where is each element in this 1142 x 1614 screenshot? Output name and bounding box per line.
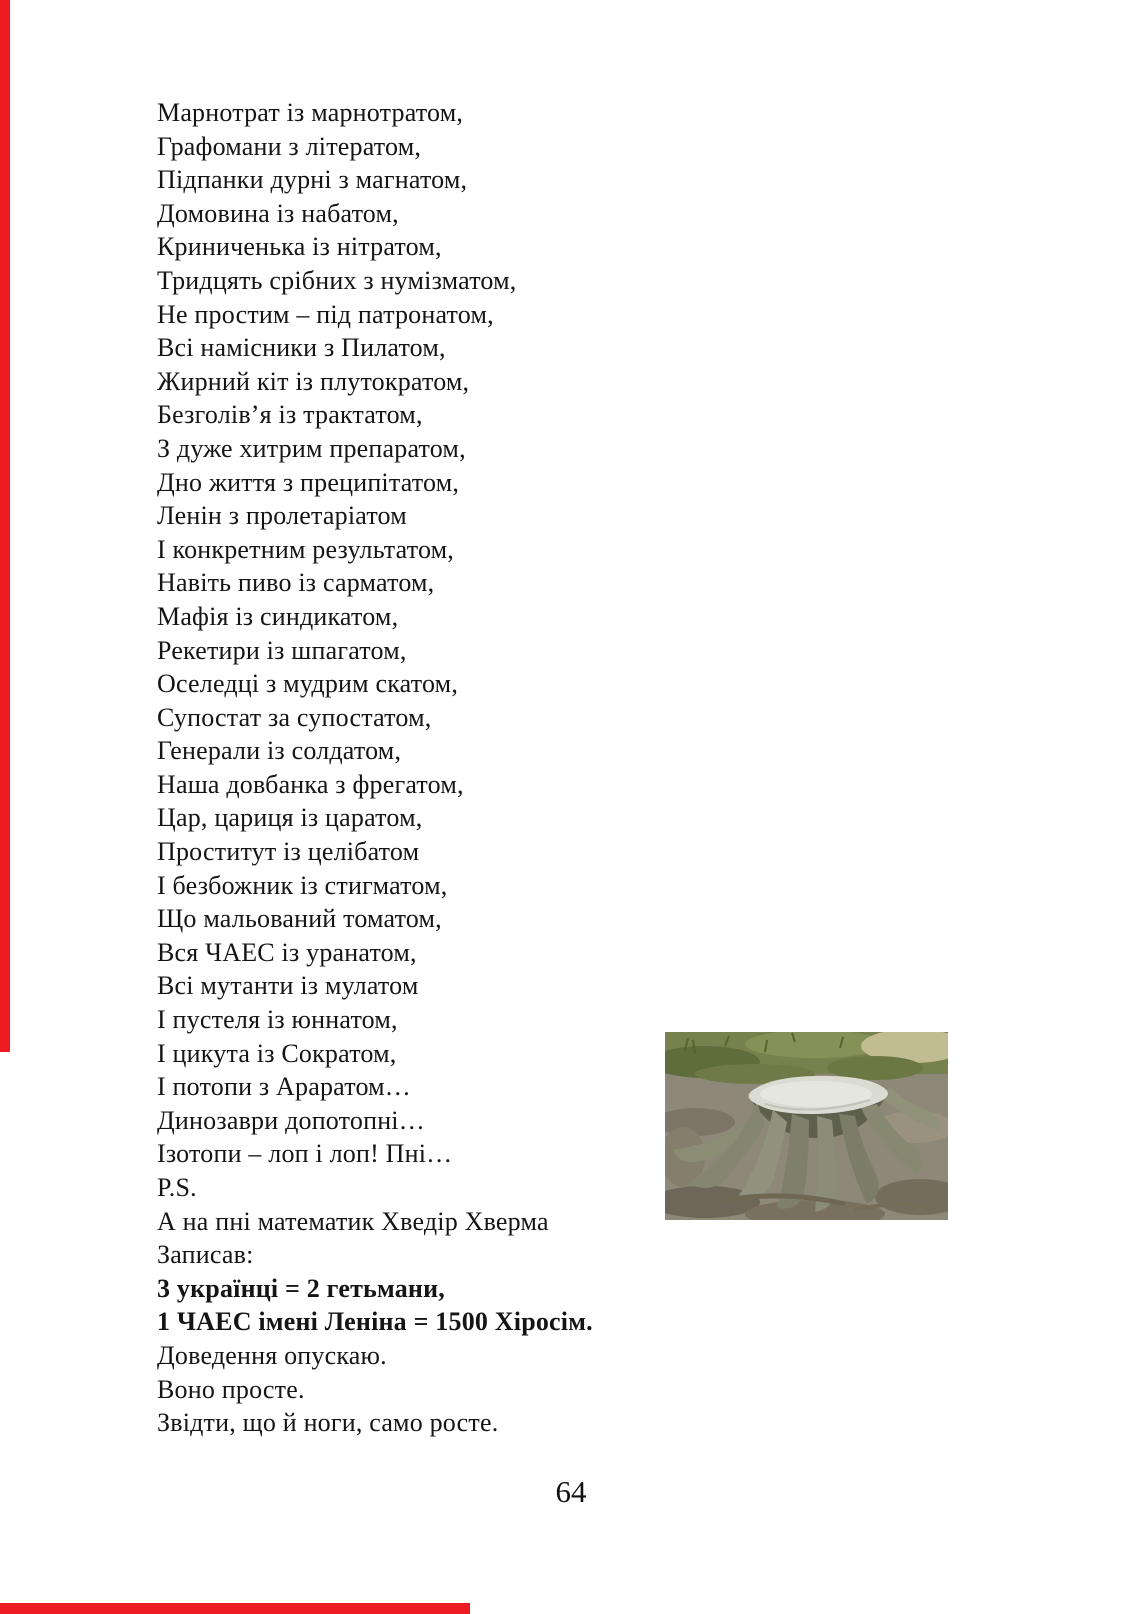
page-edge-strip-left	[0, 0, 10, 1052]
poem-line: Підпанки дурні з магнатом,	[157, 165, 468, 195]
poem-line: Ізотопи – лоп і лоп! Пні…	[157, 1139, 453, 1169]
poem-line: P.S.	[157, 1173, 197, 1202]
poem-line: Оселедці з мудрим скатом,	[157, 669, 459, 699]
poem-line: І пустеля із юннатом,	[157, 1005, 398, 1035]
poem-line: Що мальований томатом,	[157, 904, 442, 934]
page-number: 64	[555, 1474, 587, 1509]
poem-line: Мафія із синдикатом,	[157, 601, 399, 631]
poem-line: І потопи з Араратом…	[157, 1072, 412, 1102]
poem-line: З дуже хитрим препаратом,	[157, 433, 466, 463]
poem-line: А на пні математик Хведір Хверма	[157, 1206, 549, 1236]
poem-line: Тридцять срібних з нумізматом,	[157, 265, 517, 295]
poem-line: Графомани з літератом,	[157, 131, 422, 161]
poem-line: Марнотрат із марнотратом,	[157, 98, 464, 127]
poem-line: Безголів’я із трактатом,	[157, 400, 423, 430]
poem-line: Воно просте.	[157, 1374, 305, 1404]
poem-line: Дно життя з преципітатом,	[157, 467, 460, 497]
poem-line: І безбожник із стигматом,	[157, 870, 448, 900]
poem-line: Криниченька із нітратом,	[157, 232, 442, 262]
poem-line: Цар, цариця із царатом,	[157, 803, 423, 833]
poem-line: Записав:	[157, 1240, 254, 1270]
poem-line: Динозаври допотопні…	[157, 1105, 425, 1135]
poem-line: Домовина із набатом,	[157, 198, 399, 228]
poem-line: Доведення опускаю.	[157, 1340, 387, 1370]
poem-line: Навіть пиво із сарматом,	[157, 568, 435, 598]
poem-line: Наша довбанка з фрегатом,	[157, 769, 464, 799]
poem-line: 3 українці = 2 гетьмани,	[157, 1273, 445, 1303]
tree-stump-illustration	[665, 1032, 948, 1220]
poem-line: Всі намісники з Пилатом,	[157, 333, 446, 363]
poem-line: Супостат за супостатом,	[157, 702, 432, 732]
poem-line: Жирний кіт із плутократом,	[157, 366, 470, 396]
poem-line: Рекетири із шпагатом,	[157, 635, 407, 665]
poem-line: Всі мутанти із мулатом	[157, 971, 419, 1001]
poem-line: Вся ЧАЕС із уранатом,	[157, 937, 417, 967]
poem-line: І конкретним результатом,	[157, 534, 455, 564]
poem-text	[157, 96, 593, 1440]
poem-line: 1 ЧАЕС імені Леніна = 1500 Хіросім.	[157, 1307, 593, 1337]
page-edge-strip-bottom	[0, 1603, 470, 1614]
tree-stump-photo	[665, 1032, 948, 1220]
poem-line: І цикута із Сократом,	[157, 1038, 397, 1068]
poem-line: Ленін з пролетаріатом	[157, 501, 407, 531]
poem-line: Проститут із целібатом	[157, 837, 420, 867]
poem-line: Не простим – під патронатом,	[157, 299, 494, 329]
poem-line: Звідти, що й ноги, само росте.	[157, 1408, 499, 1438]
poem-line: Генерали із солдатом,	[157, 736, 402, 766]
